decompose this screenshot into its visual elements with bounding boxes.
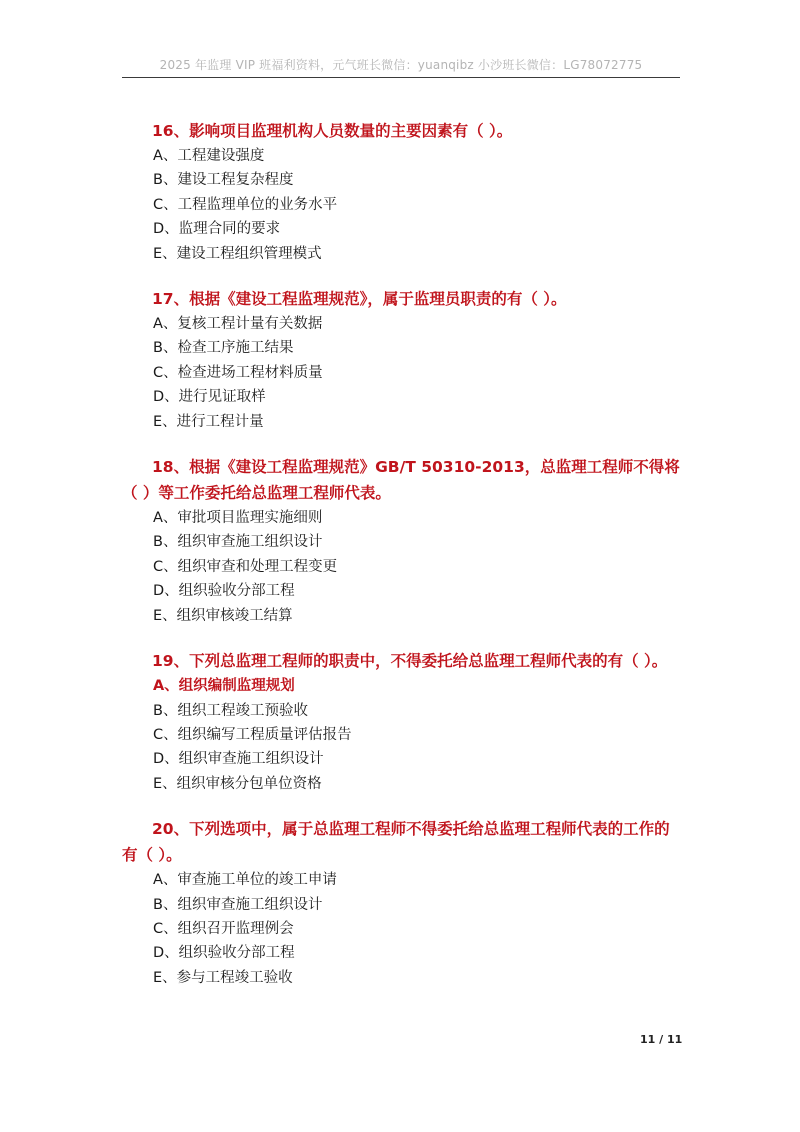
option-d: D、监理合同的要求 xyxy=(153,221,281,238)
question-title: 16、影响项目监理机构人员数量的主要因素有（ ）。 xyxy=(152,122,513,140)
option-a: A、审查施工单位的竣工申请 xyxy=(153,872,337,889)
option-a: A、审批项目监理实施细则 xyxy=(153,510,323,527)
question-20 xyxy=(122,816,682,990)
option-b: B、检查工序施工结果 xyxy=(153,340,294,357)
option-c: C、工程监理单位的业务水平 xyxy=(153,196,338,213)
option-b: B、组织工程竣工预验收 xyxy=(153,702,308,719)
option-c: C、组织审查和处理工程变更 xyxy=(153,558,338,575)
option-c: C、组织召开监理例会 xyxy=(153,920,294,937)
question-title: 19、下列总监理工程师的职责中，不得委托给总监理工程师代表的有（ ）。 xyxy=(152,652,668,671)
page-number: 11 / 11 xyxy=(640,1033,683,1046)
option-c: C、组织编写工程质量评估报告 xyxy=(153,726,352,743)
option-a: A、复核工程计量有关数据 xyxy=(153,316,323,333)
option-b: B、建设工程复杂程度 xyxy=(153,172,294,189)
question-18 xyxy=(122,454,682,628)
question-19 xyxy=(122,648,682,796)
option-d: D、组织验收分部工程 xyxy=(153,945,295,962)
option-a-highlighted: A、组织编制监理规划 xyxy=(153,678,295,695)
option-c: C、检查进场工程材料质量 xyxy=(153,364,323,381)
question-17 xyxy=(122,286,682,434)
option-e: E、建设工程组织管理模式 xyxy=(153,245,322,262)
option-b: B、组织审查施工组织设计 xyxy=(153,534,323,551)
question-title: 20、下列选项中，属于总监理工程师不得委托给总监理工程师代表的工作的有（ ）。 xyxy=(122,820,670,865)
option-e: E、组织审核分包单位资格 xyxy=(153,775,322,792)
page-header: 2025 年监理 VIP 班福利资料，元气班长微信：yuanqibz 小沙班长微信：LG78072775 xyxy=(159,58,643,72)
option-e: E、组织审核竣工结算 xyxy=(153,607,293,624)
header-divider xyxy=(122,77,680,78)
question-list xyxy=(122,118,682,1010)
option-e: E、参与工程竣工验收 xyxy=(153,969,293,986)
option-e: E、进行工程计量 xyxy=(153,413,264,430)
question-title: 17、根据《建设工程监理规范》，属于监理员职责的有（ ）。 xyxy=(152,290,567,309)
question-title: 18、根据《建设工程监理规范》GB/T 50310-2013，总监理工程师不得将（ ）等工作委托给总监理工程师代表。 xyxy=(122,458,680,503)
question-16 xyxy=(122,118,682,266)
option-d: D、进行见证取样 xyxy=(153,389,266,406)
option-b: B、组织审查施工组织设计 xyxy=(153,896,323,913)
option-d: D、组织验收分部工程 xyxy=(153,583,295,600)
option-a: A、工程建设强度 xyxy=(153,148,265,164)
option-d: D、组织审查施工组织设计 xyxy=(153,751,324,768)
